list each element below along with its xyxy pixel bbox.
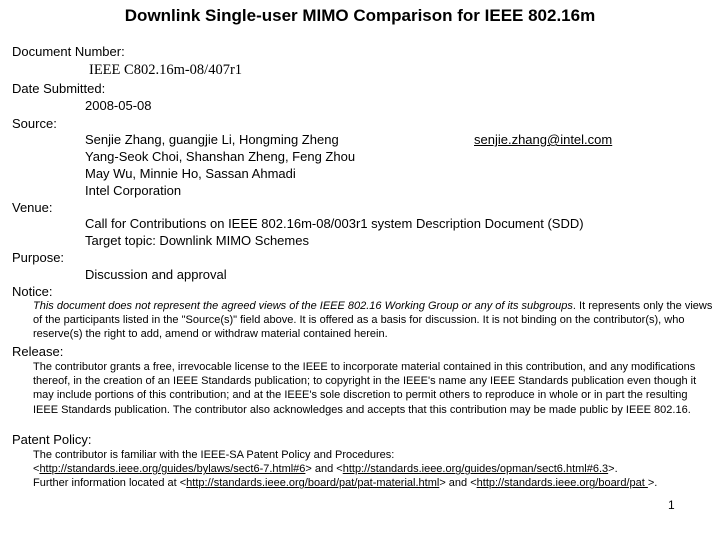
patent-label: Patent Policy: (12, 432, 92, 447)
further-text: Further information located at < (33, 477, 187, 490)
document-number-label: Document Number: (12, 44, 125, 59)
opman-link[interactable]: http://standards.ieee.org/guides/opman/sect6.html#6.3 (342, 463, 609, 476)
separator-text: >. (608, 463, 618, 476)
source-line: May Wu, Minnie Ho, Sassan Ahmadi (85, 166, 296, 181)
bylaws-link[interactable]: http://standards.ieee.org/guides/bylaws/sect6-7.html#6 (39, 463, 306, 476)
source-line: Yang-Seok Choi, Shanshan Zheng, Feng Zhou (85, 149, 356, 164)
notice-italic: This document does not represent the agreed views of the IEEE 802.16 Working Group or any of its subgroups (33, 300, 573, 312)
separator-text: >. (647, 477, 658, 490)
patent-further (33, 476, 713, 490)
page-title: Downlink Single-user MIMO Comparison for IEEE 802.16m (124, 6, 596, 25)
release-text: The contributor grants a free, irrevocable license to the IEEE to incorporate material contained in this contribution, and any modifications thereof, in the creation of an IEEE Standards publication; to copyright in the IEEE's name any IEEE Standards publication even though it may include portions of this contribution; and at the IEEE's sole discretion to permit others to reproduce in whole or in part the resulting IEEE Standards publication. The contributor also acknowledges and accepts that this contribution may be made public by IEEE 802.16. (33, 361, 697, 416)
purpose-value: Discussion and approval (85, 267, 227, 282)
notice-body: . It represents only the views of the participants listed in the "Source(s)" field above. It is offered as a basis for discussion. It is not binding on the contributor(s), who reserve(s) the right to add, amend or withdraw material contained herein. (33, 300, 713, 341)
separator-text: > and < (439, 477, 477, 490)
venue-line: Call for Contributions on IEEE 802.16m-08/003r1 system Description Document (SDD) (85, 216, 584, 231)
notice-label: Notice: (12, 284, 53, 299)
email-link[interactable]: senjie.zhang@intel.com (474, 132, 613, 147)
source-line: Intel Corporation (85, 183, 182, 198)
patent-links: <http://standards.ieee.org/guides/bylaws/sect6-7.html#6> and <http://standards.ieee.org/guides/opman/sect6.html#6.3>. (33, 463, 618, 476)
source-label: Source: (12, 116, 57, 131)
venue-line: Target topic: Downlink MIMO Schemes (85, 233, 309, 248)
pat-material-link[interactable]: http://standards.ieee.org/board/pat/pat-material.html (186, 477, 440, 490)
notice-text (33, 299, 713, 342)
document-number-value: IEEE C802.16m-08/407r1 (89, 62, 243, 78)
venue-label: Venue: (12, 200, 53, 215)
release-label: Release: (12, 344, 64, 359)
purpose-label: Purpose: (12, 250, 65, 265)
board-pat-link[interactable]: http://standards.ieee.org/board/pat (476, 477, 648, 490)
date-value: 2008-05-08 (85, 98, 152, 113)
source-line: Senjie Zhang, guangjie Li, Hongming Zheng (85, 132, 339, 147)
page-number: 1 (668, 498, 675, 512)
date-label: Date Submitted: (12, 81, 106, 96)
separator-text: > and < (305, 463, 343, 476)
patent-intro: The contributor is familiar with the IEEE-SA Patent Policy and Procedures: (33, 449, 395, 461)
patent-text (33, 448, 713, 491)
